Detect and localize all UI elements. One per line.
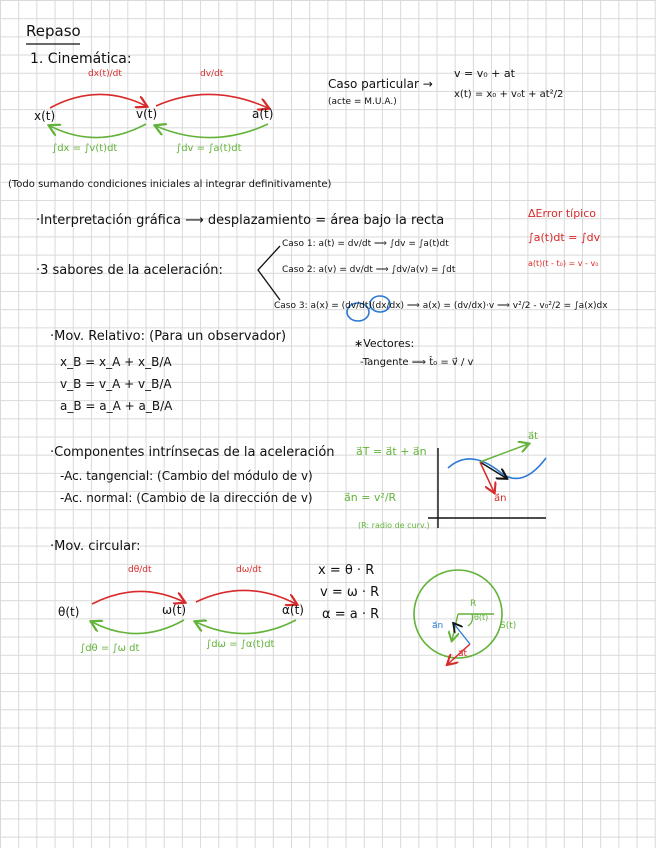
mua-eq-x: x(t) = x₀ + v₀t + at²/2	[454, 89, 564, 100]
mua-eq-v: v = v₀ + at	[454, 67, 515, 80]
circle-label-R: R	[470, 599, 477, 609]
caso-particular-sub: (acte = M.U.A.)	[328, 97, 397, 107]
deriv-dv-dt: dv/dt	[200, 69, 224, 79]
error-tipico-title: ΔError típico	[528, 207, 597, 220]
error-tipico-eq2: a(t)(t - t₀) = v - v₀	[528, 259, 599, 268]
mov-relativo-title: ·Mov. Relativo: (Para un observador)	[50, 329, 287, 344]
node-theta: θ(t)	[58, 605, 80, 619]
deriv-dtheta-dt: dθ/dt	[128, 565, 152, 575]
node-omega: ω(t)	[162, 603, 187, 617]
circular-arrows	[92, 590, 296, 633]
node-a: a(t)	[252, 107, 274, 121]
node-alpha: α(t)	[282, 603, 304, 617]
circ-eq-x: x = θ · R	[318, 563, 375, 578]
an-eq: a⃗n = v²/R	[344, 491, 397, 504]
vectores-tangente: -Tangente ⟹ t̂₀ = v⃗ / v	[360, 357, 474, 368]
vectores-title: ∗Vectores:	[354, 337, 415, 350]
caso-particular-label: Caso particular →	[328, 77, 433, 91]
deriv-dx-dt: dx(t)/dt	[88, 69, 122, 79]
ac-normal: -Ac. normal: (Cambio de la dirección de v)	[60, 491, 313, 505]
relativo-eq-v: v_B = v_A + v_B/A	[60, 377, 172, 391]
integral-domega: ∫dω = ∫α(t)dt	[206, 639, 275, 650]
circ-eq-v: v = ω · R	[320, 585, 380, 600]
circ-eq-alpha: α = a · R	[322, 607, 380, 622]
section-cinematica: 1. Cinemática:	[30, 51, 132, 67]
note-initial-conditions: (Todo sumando condiciones iniciales al integrar definitivamente)	[8, 179, 332, 190]
caso-2: Caso 2: a(v) = dv/dt ⟹ ∫dv/a(v) = ∫dt	[282, 265, 456, 275]
ac-tangencial: -Ac. tangencial: (Cambio del módulo de v)	[60, 469, 313, 483]
plot-label-at: a⃗t	[528, 431, 539, 442]
radio-curvatura-note: (R: radio de curv.)	[358, 521, 430, 530]
relativo-eq-a: a_B = a_A + a_B/A	[60, 399, 173, 413]
casos-brace	[258, 246, 280, 300]
relativo-eq-x: x_B = x_A + x_B/A	[60, 355, 172, 369]
intrinsic-plot	[428, 444, 546, 528]
page-title: Repaso	[26, 22, 81, 40]
intrinsecas-eq: a⃗T = a⃗t + a⃗n	[356, 445, 427, 458]
node-v: v(t)	[136, 107, 158, 121]
deriv-domega-dt: dω/dt	[236, 565, 262, 575]
integral-dx: ∫dx = ∫v(t)dt	[52, 143, 118, 154]
caso-3: Caso 3: a(x) = (dv/dt)(dx/dx) ⟹ a(x) = (dv/dx)·v ⟹ v²/2 - v₀²/2 = ∫a(x)dx	[274, 301, 608, 311]
interpretacion-grafica: ·Interpretación gráfica ⟶ desplazamiento = área bajo la recta	[36, 213, 445, 228]
tres-sabores-label: ·3 sabores de la aceleración:	[36, 263, 223, 278]
circle-label-theta: θ(t)	[474, 613, 489, 622]
integral-dtheta: ∫dθ = ∫ω dt	[80, 643, 140, 654]
circle-label-at: a⃗t	[458, 649, 468, 659]
intrinsecas-title: ·Componentes intrínsecas de la aceleración	[50, 445, 335, 460]
mov-circular-title: ·Mov. circular:	[50, 539, 141, 554]
plot-label-an: a⃗n	[494, 493, 507, 504]
caso-1: Caso 1: a(t) = dv/dt ⟹ ∫dv = ∫a(t)dt	[282, 239, 449, 249]
circle-label-s: S(t)	[500, 621, 517, 631]
kinematics-arrows	[50, 94, 268, 137]
node-x: x(t)	[34, 109, 56, 123]
circle-label-an: a⃗n	[432, 621, 444, 631]
error-tipico-eq: ∫a(t)dt = ∫dv	[528, 231, 601, 244]
integral-dv: ∫dv = ∫a(t)dt	[176, 143, 242, 154]
